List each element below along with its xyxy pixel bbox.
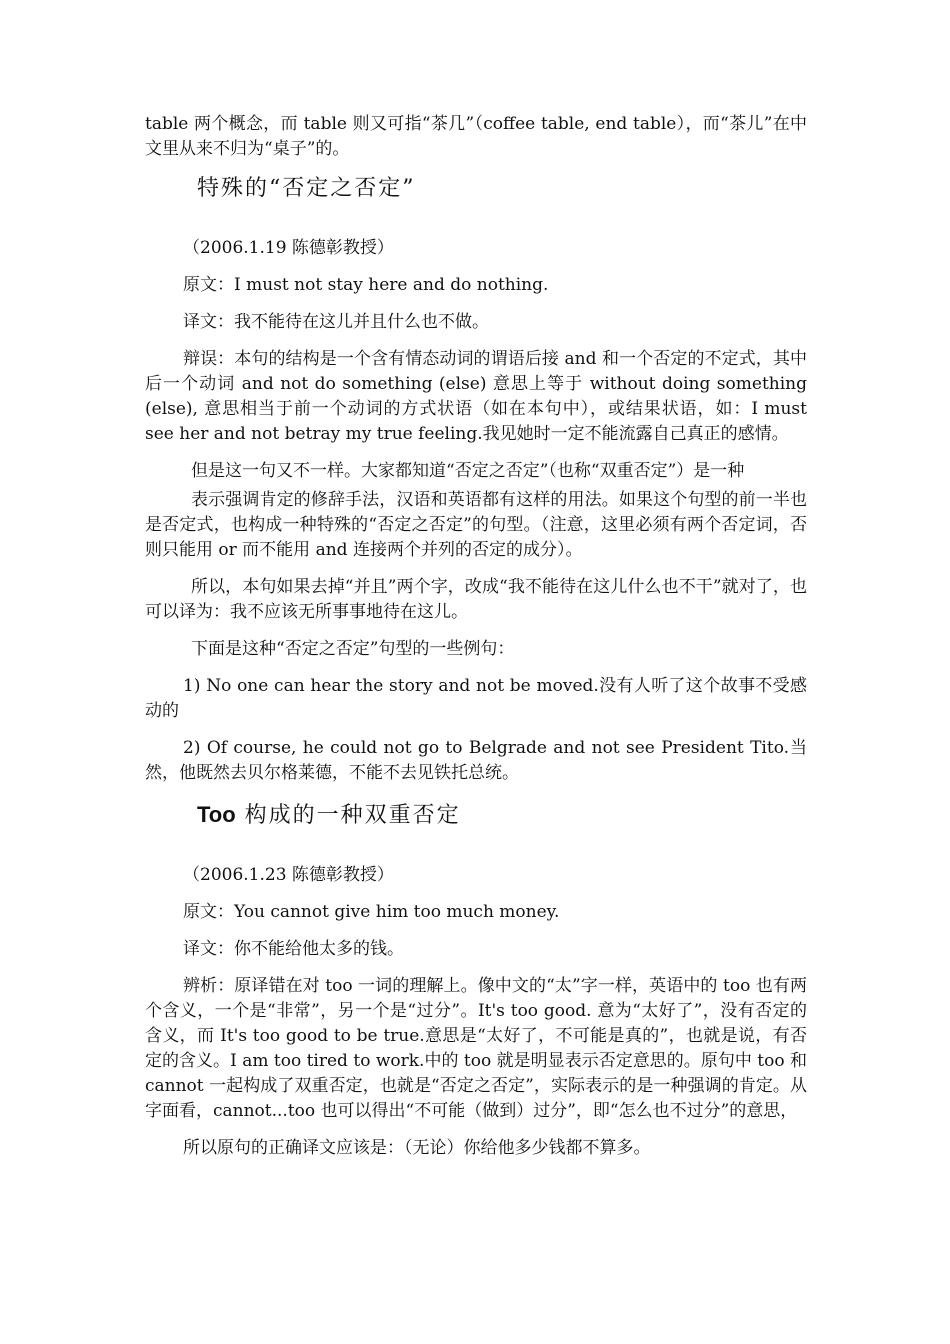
section2-heading	[197, 800, 807, 831]
document-page	[145, 112, 807, 1173]
section1-example2: 2) Of course, he could not go to Belgrade and not see President Tito.当然，他既然去贝尔格莱德，不能不去见铁托总统。	[145, 738, 807, 783]
section2-heading-cn: 构成的一种双重否定	[235, 803, 461, 828]
section1-heading: 特殊的“否定之否定”	[197, 176, 416, 201]
section2-original: 原文：You cannot give him too much money.	[183, 902, 560, 922]
section1-original: 原文：I must not stay here and do nothing.	[183, 275, 549, 295]
section1-para3: 所以，本句如果去掉“并且”两个字，改成“我不能待在这儿什么也不干”就对了，也可以译为：我不应该无所事事地待在这儿。	[145, 577, 807, 622]
section1-para2-rest: 表示强调肯定的修辞手法，汉语和英语都有这样的用法。如果这个句型的前一半也是否定式，也构成一种特殊的“否定之否定”的句型。（注意，这里必须有两个否定词，否则只能用 or 而不能用 and 连接两个并列的否定的成分）。	[145, 490, 807, 560]
section1-example1: 1) No one can hear the story and not be moved.没有人听了这个故事不受感动的	[145, 676, 807, 721]
section1-analysis: 辩误：本句的结构是一个含有情态动词的谓语后接 and 和一个否定的不定式，其中后一个动词 and not do something (else) 意思上等于 without doing something (else), 意思相当于前一个动词的方式状语（如在本句中），或结果状语，如：I must see her and not betray my true feeling.我见她时一定不能流露自己真正的感情。	[145, 349, 807, 444]
section2-date: （2006.1.23 陈德彰教授）	[183, 865, 394, 885]
section1-para2-line1: 但是这一句又不一样。大家都知道“否定之否定”（也称“双重否定”）是一种	[191, 461, 745, 481]
section1-date: （2006.1.19 陈德彰教授）	[183, 238, 394, 258]
section2-heading-en: Too	[197, 802, 236, 827]
section2-translation: 译文：你不能给他太多的钱。	[183, 939, 404, 959]
section2-conclusion: 所以原句的正确译文应该是：（无论）你给他多少钱都不算多。	[183, 1138, 651, 1158]
intro-paragraph: table 两个概念，而 table 则又可指“茶几”（coffee table, end table），而“茶儿”在中文里从来不归为“桌子”的。	[145, 114, 807, 159]
section1-translation: 译文：我不能待在这儿并且什么也不做。	[183, 312, 489, 332]
section1-para4: 下面是这种“否定之否定”句型的一些例句：	[191, 639, 515, 659]
section2-analysis: 辨析：原译错在对 too 一词的理解上。像中文的“太”字一样，英语中的 too 也有两个含义，一个是“非常”，另一个是“过分”。It's too good. 意为“太好了”，没有否定的含义，而 It's too good to be true.意思是“太好了，不可能是真的”，也就是说，有否定的含义。I am too tired to work.中的 too 就是明显表示否定意思的。原句中 too 和 cannot 一起构成了双重否定，也就是“否定之否定”，实际表示的是一种强调的肯定。从字面看，cannot...too 也可以得出“不可能（做到）过分”，即“怎么也不过分”的意思，	[145, 976, 807, 1121]
